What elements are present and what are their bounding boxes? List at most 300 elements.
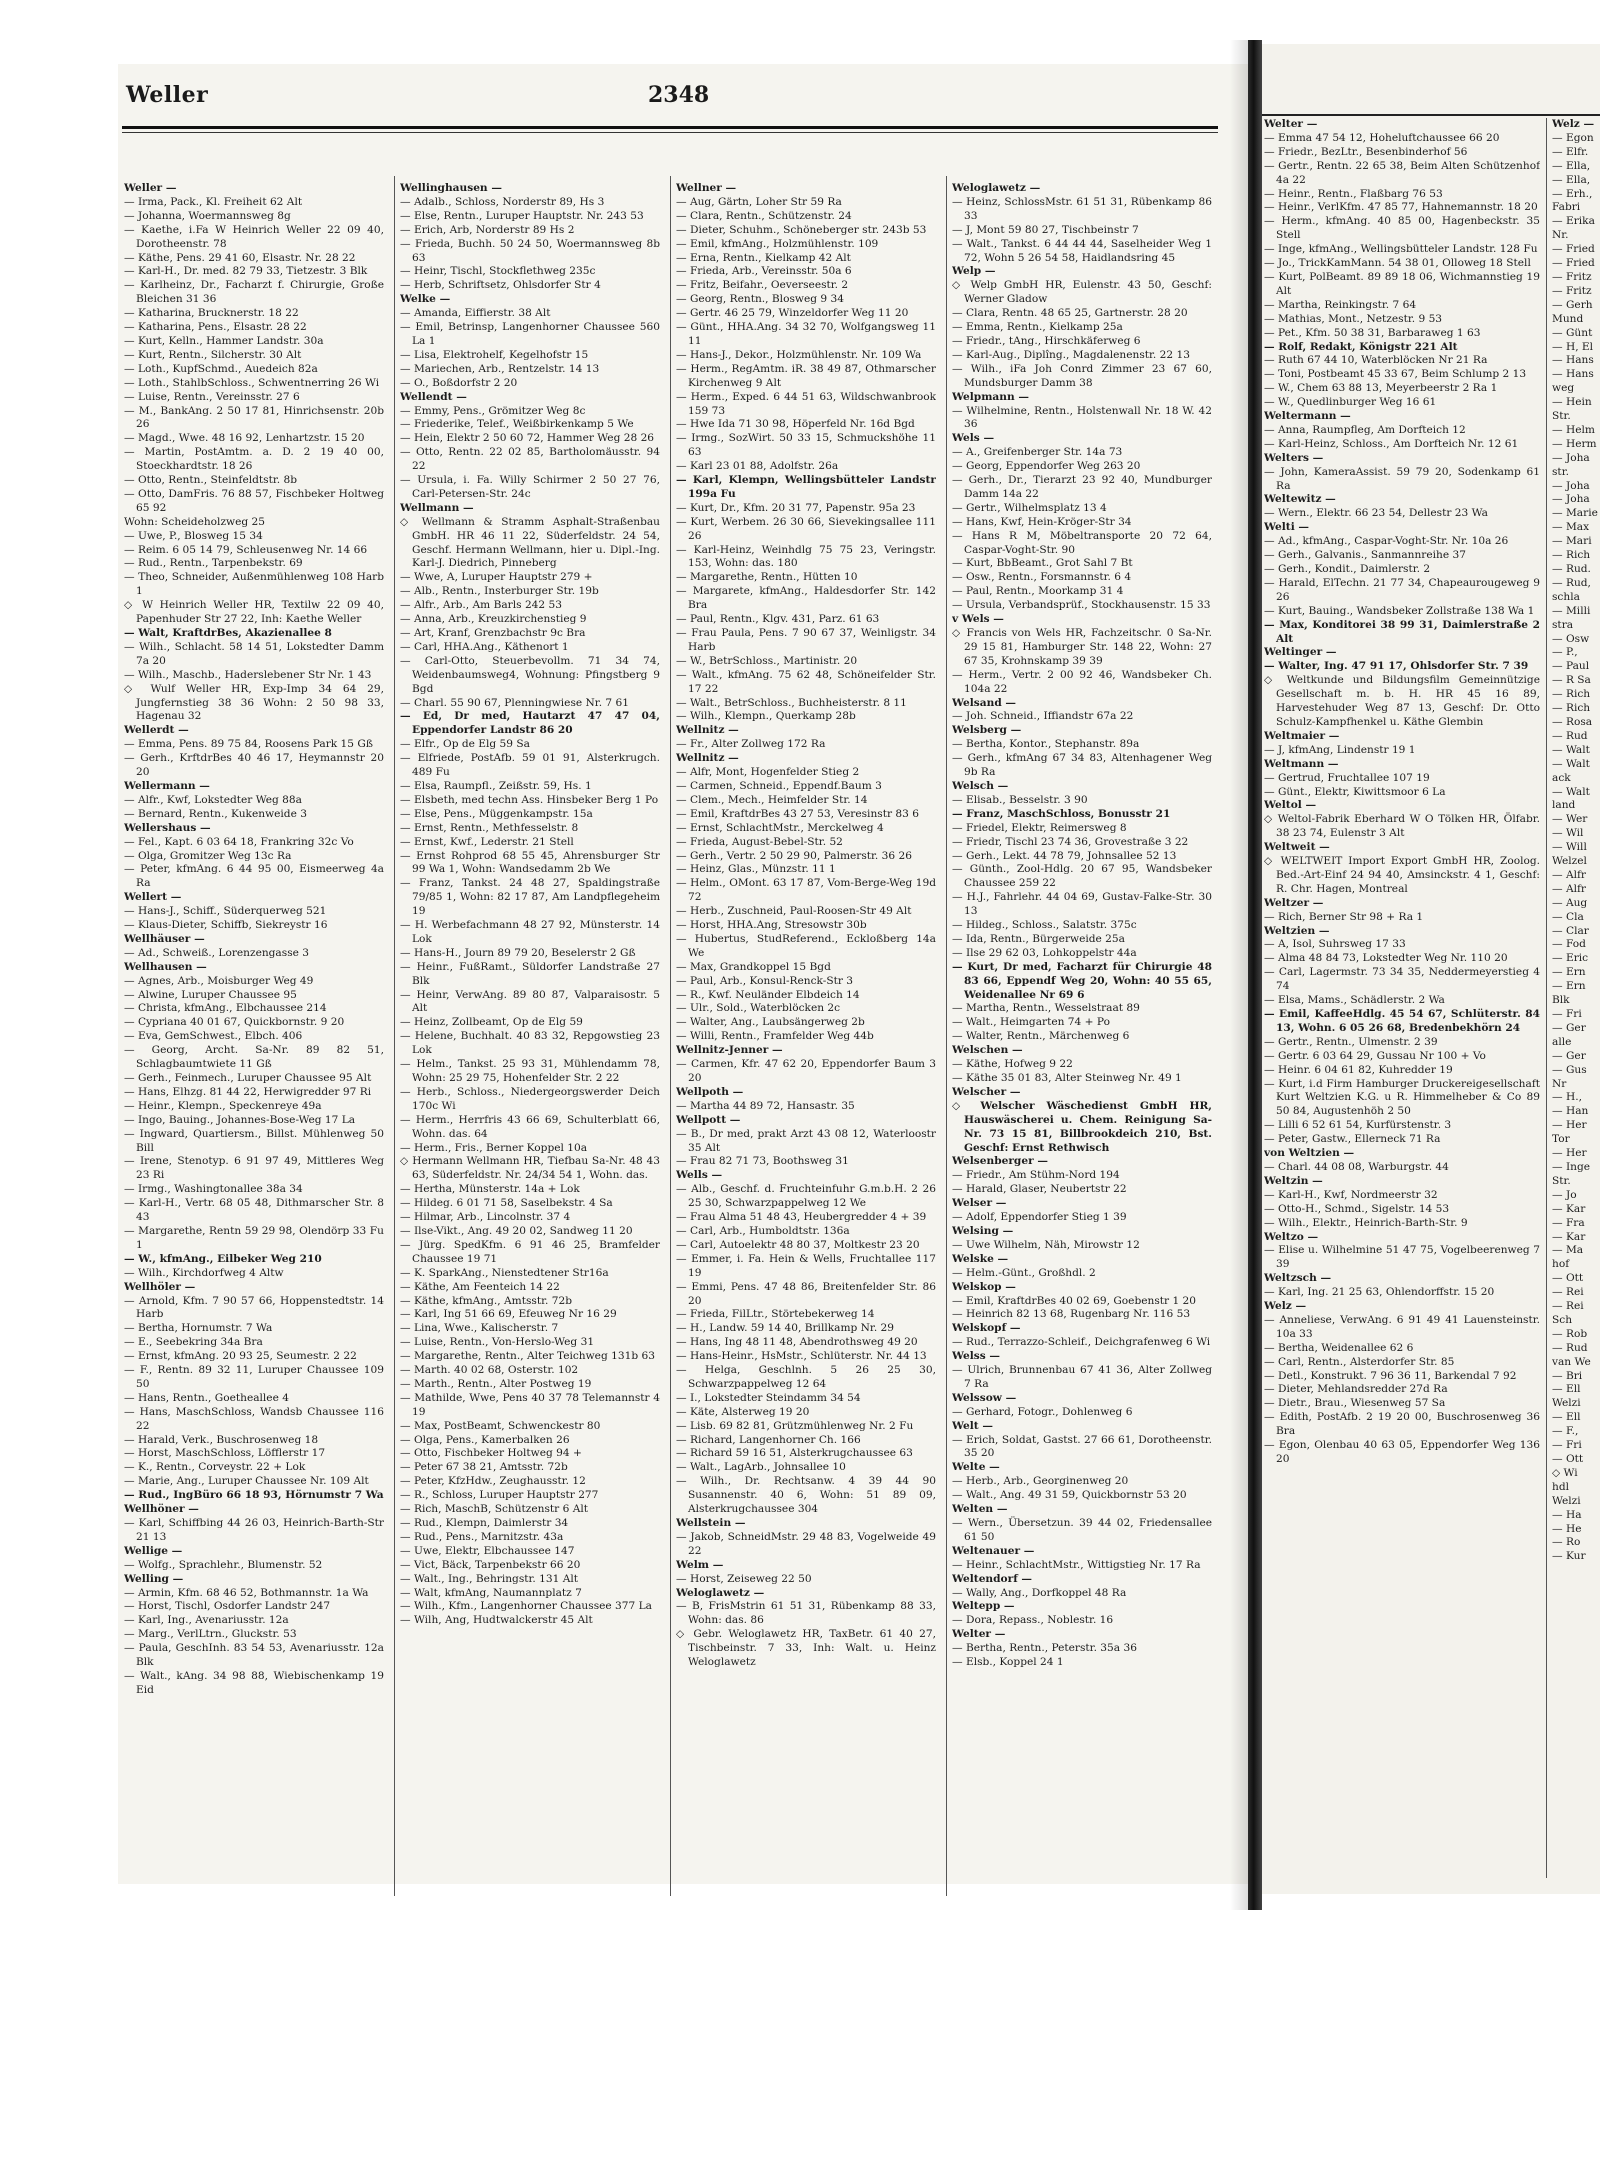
directory-entry: — Carmen, Schneid., Eppendf.Baum 3 (676, 779, 882, 792)
directory-entry: — Walt., Ing., Behringstr. 131 Alt (400, 1572, 579, 1585)
surname-heading: v Wels — (952, 613, 1004, 626)
directory-entry: van We (1552, 1355, 1591, 1368)
directory-entry: — Horst, MaschSchloss, Löfflerstr 17 (124, 1447, 326, 1460)
surname-heading: Wellhausen — (124, 960, 207, 973)
directory-entry: — Heinrich 82 13 68, Rugenbarg Nr. 116 53 (952, 1308, 1191, 1321)
directory-entry: — J, Mont 59 80 27, Tischbeinstr 7 (952, 223, 1139, 236)
directory-entry: — Ursula, Verbandsprüf., Stockhausenstr. 15 33 (952, 599, 1211, 612)
directory-entry: — Kurt, i.d Firm Hamburger Druckereigesellschaft Kurt Weltzien K.G. u R. Himmelheber & Co 89 50 84, Augustenhöh 2 50 (1264, 1077, 1540, 1118)
directory-entry: — J, kfmAng, Lindenstr 19 1 (1264, 743, 1416, 756)
directory-entry: — Heinr., FußRamt., Süldorfer Landstraße 27 Blk (400, 960, 660, 987)
page-shadow (1230, 40, 1250, 1910)
directory-entry: — Alfr., Kwf, Lokstedter Weg 88a (124, 793, 302, 806)
directory-entry: — Joha (1552, 493, 1590, 506)
directory-entry: — Franz, Tankst. 24 48 27, Spaldingstraße 79/85 1, Wohn: 82 17 87, Am Landpflegeheim 19 (400, 877, 660, 918)
surname-heading: Welsand — (952, 696, 1017, 709)
directory-entry: — Herb., Schloss., Niedergeorgswerder Deich 170c Wi (400, 1085, 660, 1112)
directory-entry: — Rei (1552, 1300, 1584, 1313)
directory-entry: — Rud., Pens., Marnitzstr. 43a (400, 1530, 564, 1543)
directory-entry: — Heinz, SchlossMstr. 61 51 31, Rübenkamp 86 33 (952, 195, 1212, 222)
directory-entry: — Marie, Ang., Luruper Chaussee Nr. 109 Alt (124, 1475, 369, 1488)
directory-entry: — Max, Konditorei 38 99 31, Daimlerstraße 2 Alt (1264, 618, 1540, 645)
directory-entry: — Wilh., Schlacht. 58 14 51, Lokstedter Damm 7a 20 (124, 640, 384, 667)
directory-entry: — Anna, Raumpfleg, Am Dorfteich 12 (1264, 423, 1466, 436)
directory-entry: — Emma 47 54 12, Hoheluftchaussee 66 20 (1264, 131, 1500, 144)
directory-entry: — Emil, KraftdrBes 43 27 53, Veresinstr 83 6 (676, 807, 919, 820)
directory-entry: stra (1552, 618, 1574, 631)
directory-entry: — Marth., Rentn., Alter Postweg 19 (400, 1377, 592, 1390)
directory-entry: — Bertha, Weidenallee 62 6 (1264, 1341, 1414, 1354)
directory-entry: — Anna, Arb., Kreuzkirchenstieg 9 (400, 613, 587, 626)
directory-entry: — Lina, Wwe., Kalischerstr. 7 (400, 1322, 559, 1335)
directory-entry: — R., Kwf. Neuländer Elbdeich 14 (676, 988, 860, 1001)
running-head (118, 76, 1218, 116)
directory-entry: — Helga, Geschlnh. 5 26 25 30, Schwarzpappelweg 12 64 (676, 1364, 936, 1390)
surname-heading: Weltzin — (1264, 1174, 1323, 1187)
directory-entry: — Hein (1552, 396, 1592, 409)
directory-entry: Nr. (1552, 229, 1569, 242)
directory-entry: — Uwe, P., Blosweg 15 34 (124, 529, 263, 542)
directory-entry: — Amanda, Eiffierstr. 38 Alt (400, 307, 551, 320)
directory-entry: — Walt., BetrSchloss., Buchheisterstr. 8 11 (676, 696, 907, 709)
directory-entry: — Walt (1552, 743, 1590, 756)
directory-entry: — Kurt, Bauing., Wandsbeker Zollstraße 138 Wa 1 (1264, 604, 1535, 617)
surname-heading: Welling — (124, 1572, 184, 1585)
directory-entry: — A, Isol, Suhrsweg 17 33 (1264, 938, 1406, 951)
directory-entry: — Alfr (1552, 882, 1586, 895)
directory-entry: — Paul (1552, 660, 1590, 673)
directory-entry: — B., Dr med, prakt Arzt 43 08 12, Waterloostr 35 Alt (676, 1127, 936, 1154)
book-gutter (1248, 40, 1262, 1910)
directory-entry: — Käthe, Am Feenteich 14 22 (400, 1280, 560, 1293)
directory-entry: — Richard 59 16 51, Alsterkrugchaussee 63 (676, 1447, 913, 1460)
directory-entry: — Luise, Rentn., Vereinsstr. 27 6 (124, 390, 300, 403)
directory-entry: — F., (1552, 1425, 1579, 1438)
directory-entry: Nr (1552, 1077, 1567, 1090)
directory-entry: — Adalb., Schloss, Norderstr 89, Hs 3 (400, 195, 605, 208)
directory-entry: — H.J., Fahrlehr. 44 04 69, Gustav-Falke-Str. 30 13 (952, 891, 1212, 918)
directory-entry: — Lilli 6 52 61 54, Kurfürstenstr. 3 (1264, 1119, 1452, 1132)
directory-entry: — W., Quedlinburger Weg 16 61 (1264, 396, 1437, 409)
directory-entry: — Martin, PostAmtm. a. D. 2 19 40 00, Stoeckhardtstr. 18 26 (124, 446, 384, 473)
directory-entry: — Irmg., Washingtonallee 38a 34 (124, 1183, 303, 1196)
surname-heading: Weltzo — (1264, 1230, 1319, 1243)
directory-entry: — Alfr., Arb., Am Barls 242 53 (400, 599, 563, 612)
directory-entry: — Lisb. 69 82 81, Grützmühlenweg Nr. 2 Fu (676, 1419, 914, 1432)
directory-entry: — Hans-J., Schiff., Süderquerweg 521 (124, 905, 327, 918)
directory-entry: — Herm., Herrfris 43 66 69, Schulterblatt 66, Wohn. das. 64 (400, 1113, 660, 1140)
directory-entry: — Hubertus, StudReferend., Eckloßberg 14a We (676, 932, 936, 959)
surname-heading: Welz — (1552, 118, 1595, 130)
directory-entry: — Kurt, PolBeamt. 89 89 18 06, Wichmannstieg 19 Alt (1264, 270, 1540, 297)
directory-entry: — Katharina, Brucknerstr. 18 22 (124, 307, 299, 320)
directory-entry: — Wwe, A, Luruper Hauptstr 279 + (400, 571, 593, 584)
directory-entry: — He (1552, 1522, 1582, 1535)
directory-entry: — Fri (1552, 1439, 1582, 1452)
directory-entry: — Hans-Heinr., HsMstr., Schlüterstr. Nr. 44 13 (676, 1350, 927, 1363)
directory-entry: — Gerh., Feinmech., Luruper Chaussee 95 Alt (124, 1072, 372, 1084)
directory-entry: — Rud (1552, 729, 1588, 742)
surname-heading: Welschen — (952, 1044, 1023, 1057)
directory-entry: — Rud., Rentn., Tarpenbekstr. 69 (124, 557, 303, 570)
directory-entry: — Walter, Ang., Laubsängerweg 2b (676, 1016, 865, 1029)
directory-entry: — Ulrich, Brunnenbau 67 41 36, Alter Zollweg 7 Ra (952, 1364, 1212, 1390)
directory-entry: — Hertha, Münsterstr. 14a + Lok (400, 1183, 580, 1196)
directory-entry: — Fritz, Beifahr., Oeverseestr. 2 (676, 279, 849, 292)
directory-entry: — Frau Paula, Pens. 7 90 67 37, Weinligstr. 34 Harb (676, 627, 936, 653)
directory-entry: — Hein, Elektr 2 50 60 72, Hammer Weg 28 26 (400, 432, 655, 445)
directory-entry: — Hans, MaschSchloss, Wandsb Chaussee 116 22 (124, 1405, 384, 1432)
surname-heading: Welter — (952, 1628, 1006, 1641)
directory-entry: — Otto, Fischbeker Holtweg 94 + (400, 1447, 582, 1460)
directory-entry: — Emil, Betrinsp, Langenhorner Chaussee 560 La 1 (400, 321, 660, 347)
page-number: 2348 (648, 82, 710, 108)
directory-entry: — Rich, MaschB, Schützenstr 6 Alt (400, 1503, 588, 1516)
directory-entry: — Emma, Pens. 89 75 84, Roosens Park 15 Gß (124, 738, 373, 751)
directory-entry: ◇ W Heinrich Weller HR, Textilw 22 09 40, Papenhuder Str 27 22, Inh: Kaethe Weller (124, 599, 384, 626)
directory-entry: ◇ Gebr. Weloglawetz HR, TaxBetr. 61 40 27, Tischbeinstr. 7 33, Inh: Walt. u. Heinz Weloglawetz (676, 1628, 936, 1669)
directory-entry: — Carl-Otto, Steuerbevollm. 71 34 74, Weidenbaumsweg4, Wohnung: Pfingstberg 9 Bgd (400, 654, 660, 695)
directory-entry: — Hans R M, Möbeltransporte 20 72 64, Caspar-Voght-Str. 90 (952, 529, 1212, 556)
directory-entry: — Rud (1552, 1341, 1588, 1354)
directory-entry: — Rich (1552, 702, 1591, 715)
directory-entry: — Gerh., KrftdrBes 40 46 17, Heymannstr 20 20 (124, 752, 384, 779)
directory-entry: — Erich, Soldat, Gastst. 27 66 61, Dorotheenstr. 35 20 (952, 1433, 1212, 1460)
surname-heading: Wellpoth — (676, 1085, 744, 1098)
directory-entry: — Fri (1552, 1008, 1582, 1020)
directory-entry: — Frieda, Arb., Vereinsstr. 50a 6 (676, 265, 852, 278)
directory-entry: — Emma, Rentn., Kielkamp 25a (952, 321, 1123, 334)
directory-entry: — Martha, Reinkingstr. 7 64 (1264, 298, 1417, 311)
directory-entry: — Max, PostBeamt, Schwenckestr 80 (400, 1419, 601, 1432)
directory-entry: — Irmg., SozWirt. 50 33 15, Schmuckshöhe 11 63 (676, 432, 936, 459)
directory-entry: Str. (1552, 410, 1571, 423)
directory-entry: Mund (1552, 312, 1584, 325)
directory-entry: hof (1552, 1258, 1570, 1271)
directory-entry: — Lisa, Elektrohelf, Kegelhofstr 15 (400, 348, 589, 361)
directory-entry: — Ell (1552, 1411, 1581, 1424)
directory-entry: — Ella, (1552, 159, 1591, 172)
surname-heading: Weltinger — (1264, 646, 1337, 659)
directory-entry: — Frau 82 71 73, Boothsweg 31 (676, 1155, 849, 1168)
directory-entry: — Erich, Arb, Norderstr 89 Hs 2 (400, 223, 575, 236)
directory-entry: — Inge (1552, 1160, 1591, 1173)
directory-entry: — Alfr (1552, 868, 1586, 881)
directory-entry: — Ernst, Kwf., Lederstr. 21 Stell (400, 835, 574, 848)
directory-entry: — Karl, Klempn, Wellingsbütteler Landstr 199a Fu (676, 474, 936, 500)
head-word: Weller (126, 82, 209, 108)
directory-entry: — Heinr., Rentn., Flaßbarg 76 53 (1264, 187, 1443, 200)
surname-heading: Wellstein — (676, 1517, 746, 1529)
surname-heading: Weltenauer — (952, 1544, 1035, 1557)
column-rule (670, 176, 671, 1896)
directory-entry: Welzi (1552, 1494, 1581, 1507)
directory-entry: — Joha (1552, 479, 1590, 492)
directory-entry: — Peter 67 38 21, Amtsstr. 72b (400, 1461, 568, 1474)
directory-entry: — Walt., kAng. 34 98 88, Wiebischenkamp 19 Eid (124, 1669, 384, 1696)
directory-entry: — H., (1552, 1091, 1582, 1104)
directory-entry: — Elsb., Koppel 24 1 (952, 1656, 1064, 1669)
directory-entry: Welzi (1552, 1397, 1581, 1410)
directory-entry: — Karl 23 01 88, Adolfstr. 26a (676, 460, 839, 473)
directory-entry: — Elfr. (1552, 145, 1589, 158)
directory-entry: — Helm (1552, 423, 1595, 436)
directory-entry: — Olga, Gromitzer Weg 13c Ra (124, 849, 292, 862)
directory-entry: — Wilh., iFa Joh Conrd Zimmer 23 67 60, Mundsburger Damm 38 (952, 362, 1212, 389)
directory-entry: — Wilh., Kfm., Langenhorner Chaussee 377 La (400, 1600, 652, 1613)
surname-heading: Welti — (1264, 521, 1309, 534)
surname-heading: Weltepp — (952, 1600, 1015, 1613)
directory-entry: — Mathias, Mont., Netzestr. 9 53 (1264, 312, 1443, 325)
directory-entry: — Martha, Rentn., Wesselstraat 89 (952, 1002, 1140, 1015)
directory-entry: — Willi, Rentn., Framfelder Weg 44b (676, 1030, 874, 1043)
directory-entry: land (1552, 799, 1576, 812)
directory-entry: — Ingward, Quartiersm., Billst. Mühlenweg 50 Bill (124, 1127, 384, 1154)
directory-entry: ◇ Francis von Wels HR, Fachzeitschr. 0 Sa-Nr. 29 15 81, Hamburger Str. 148 22, Wohn: 27 67 35, Krohnskamp 39 39 (952, 627, 1212, 667)
directory-entry: — Walt., LagArb., Johnsallee 10 (676, 1461, 846, 1474)
directory-entry: — Klaus-Dieter, Schiffb, Siekreystr 16 (124, 919, 328, 932)
directory-entry: — Ern (1552, 980, 1586, 993)
surname-heading: Weltmaier — (1264, 729, 1340, 742)
directory-entry: — Egon, Olenbau 40 63 05, Eppendorfer Weg 136 20 (1264, 1439, 1540, 1465)
directory-entry: — Ger (1552, 1049, 1586, 1062)
directory-entry: — Gertr., Rentn. 22 65 38, Beim Alten Schützenhof 4a 22 (1264, 159, 1540, 186)
directory-entry: — Mathilde, Wwe, Pens 40 37 78 Telemannstr 4 19 (400, 1391, 660, 1418)
directory-entry: — Bertha, Kontor., Stephanstr. 89a (952, 738, 1140, 751)
directory-entry: — Herm (1552, 437, 1597, 450)
directory-entry: — Luise, Rentn., Von-Herslo-Weg 31 (400, 1336, 595, 1349)
directory-entry: — Georg, Eppendorfer Weg 263 20 (952, 460, 1141, 473)
surname-heading: Welssow — (952, 1391, 1017, 1404)
directory-entry: — Walt, kfmAng, Naumannplatz 7 (400, 1586, 582, 1599)
directory-entry: — Uwe, Elektr, Elbchaussee 147 (400, 1544, 575, 1557)
surname-heading: von Weltzien — (1264, 1147, 1355, 1160)
directory-entry: — Wolfg., Sprachlehr., Blumenstr. 52 (124, 1558, 323, 1571)
directory-entry: — Karl-Heinz, Weinhdlg 75 75 23, Veringstr. 153, Wohn: das. 180 (676, 543, 936, 570)
directory-entry: — Uwe Wilhelm, Näh, Mirowstr 12 (952, 1238, 1140, 1251)
directory-entry: — Gertrud, Fruchtallee 107 19 (1264, 771, 1430, 784)
directory-entry: — Elsa, Mams., Schädlerstr. 2 Wa (1264, 994, 1445, 1007)
directory-entry: — Loth., KupfSchmd., Auedeich 82a (124, 362, 318, 375)
directory-entry: — Vict, Bäck, Tarpenbekstr 66 20 (400, 1558, 581, 1571)
directory-entry: — Ad., kfmAng., Caspar-Voght-Str. Nr. 10a 26 (1264, 535, 1509, 548)
directory-entry: ◇ Hermann Wellmann HR, Tiefbau Sa-Nr. 48 43 63, Süderfeldstr. Nr. 24/34 54 1, Wohn. das. (400, 1155, 660, 1182)
directory-entry: — Herm., Exped. 6 44 51 63, Wildschwanbrook 159 73 (676, 390, 936, 417)
directory-entry: — Else, Rentn., Luruper Hauptstr. Nr. 243 53 (400, 209, 644, 222)
directory-entry: — Max, Grandkoppel 15 Bgd (676, 960, 831, 973)
directory-entry: — E., Seebekring 34a Bra (124, 1336, 263, 1349)
directory-entry: — O., Boßdorfstr 2 20 (400, 376, 518, 389)
directory-entry: — Dieter, Mehlandsredder 27d Ra (1264, 1383, 1448, 1396)
directory-entry: — Kaethe, i.Fa W Heinrich Weller 22 09 40, Dorotheenstr. 78 (124, 223, 384, 250)
directory-entry: — Jo (1552, 1188, 1577, 1201)
directory-entry: — Karl, Schiffbing 44 26 03, Heinrich-Barth-Str 21 13 (124, 1517, 384, 1543)
directory-entry: — W., Chem 63 88 13, Meyerbeerstr 2 Ra 1 (1264, 382, 1498, 395)
directory-entry: — Carl, HHA.Ang., Käthenort 1 (400, 640, 569, 653)
directory-entry: — Käthe 35 01 83, Alter Steinweg Nr. 49 1 (952, 1072, 1182, 1084)
surname-heading: Weltermann — (1264, 410, 1351, 423)
directory-entry: — Ilse 29 62 03, Lohkoppelstr 44a (952, 946, 1137, 959)
directory-entry: — Ingo, Bauing., Johannes-Bose-Weg 17 La (124, 1113, 356, 1126)
directory-entry: Wohn: Scheideholzweg 25 (124, 515, 265, 528)
directory-entry: — Walt (1552, 785, 1590, 798)
directory-entry: — Christa, kfmAng., Elbchaussee 214 (124, 1002, 327, 1015)
directory-entry: — Emmy, Pens., Grömitzer Weg 8c (400, 404, 586, 417)
directory-entry: — Alb., Geschf. d. Fruchteinfuhr G.m.b.H. 2 26 25 30, Schwarzpappelweg 12 We (676, 1183, 936, 1210)
directory-entry: — Franz, MaschSchloss, Bonusstr 21 (952, 807, 1171, 820)
directory-entry: — Karl-Aug., Diplîng., Magdalenenstr. 22 13 (952, 348, 1190, 361)
directory-entry: — Wern., Übersetzun. 39 44 02, Friedensallee 61 50 (952, 1517, 1212, 1543)
directory-entry: — Dietr., Brau., Wiesenweg 57 Sa (1264, 1397, 1446, 1410)
directory-entry: — Horst, Tischl, Osdorfer Landstr 247 (124, 1600, 331, 1613)
surname-heading: Wellerdt — (124, 724, 189, 737)
directory-entry: — Rud, (1552, 576, 1591, 589)
directory-entry: — Gerh., Vertr. 2 50 29 90, Palmerstr. 36 26 (676, 849, 912, 862)
directory-entry: — Eric (1552, 952, 1589, 965)
directory-entry: — Bertha, Rentn., Peterstr. 35a 36 (952, 1642, 1137, 1655)
directory-entry: — Wern., Elektr. 66 23 54, Dellestr 23 Wa (1264, 507, 1488, 520)
directory-entry: — Katharina, Pens., Elsastr. 28 22 (124, 321, 307, 334)
directory-entry: — Reim. 6 05 14 79, Schleusenweg Nr. 14 66 (124, 543, 368, 556)
directory-entry: — W., kfmAng., Eilbeker Weg 210 (124, 1252, 322, 1265)
directory-entry: — Emmi, Pens. 47 48 86, Breitenfelder Str. 86 20 (676, 1280, 936, 1307)
surname-heading: Wellinghausen — (400, 182, 502, 194)
directory-entry: — Art, Kranf, Grenzbachstr 9c Bra (400, 627, 586, 639)
directory-entry: — Her (1552, 1119, 1587, 1132)
directory-entry: — Günt., Elektr, Kiwittsmoor 6 La (1264, 785, 1446, 798)
directory-entry: — Herb., Arb., Georginenweg 20 (952, 1475, 1129, 1488)
directory-entry: — Irene, Stenotyp. 6 91 97 49, Mittleres Weg 23 Ri (124, 1155, 384, 1182)
surname-heading: Welz — (1264, 1300, 1307, 1313)
directory-entry: — Olga, Pens., Kamerbalken 26 (400, 1433, 570, 1446)
directory-entry: — Han (1552, 1105, 1589, 1118)
directory-entry: — Heinz, Zollbeamt, Op de Elg 59 (400, 1016, 583, 1029)
surname-heading: Wellnitz — (676, 724, 739, 737)
directory-entry: — Arnold, Kfm. 7 90 57 66, Hoppenstedtstr. 14 Harb (124, 1294, 384, 1321)
directory-entry: — Hwe Ida 71 30 98, Höperfeld Nr. 16d Bgd (676, 418, 915, 431)
directory-entry: — Anneliese, VerwAng. 6 91 49 41 Lauensteinstr. 10a 33 (1264, 1313, 1540, 1340)
directory-entry: — Rich (1552, 549, 1591, 562)
directory-entry: — R., Schloss, Luruper Hauptstr 277 (400, 1489, 599, 1502)
directory-entry: — Dieter, Schuhm., Schöneberger str. 243b 53 (676, 223, 927, 236)
directory-entry: — Käthe, kfmAng., Amtsstr. 72b (400, 1294, 572, 1307)
directory-entry: — F., Rentn. 89 32 11, Luruper Chaussee 109 50 (124, 1364, 384, 1390)
directory-entry: Welzel (1552, 855, 1587, 868)
directory-entry: — Elfr., Op de Elg 59 Sa (400, 738, 530, 751)
directory-entry: — Fel., Kapt. 6 03 64 18, Frankring 32c Vo (124, 835, 354, 848)
directory-entry: — Walt., Tankst. 6 44 44 44, Saselheider Weg 1 72, Wohn 5 26 54 58, Haidlandsring 45 (952, 237, 1212, 264)
directory-entry: — Hildeg. 6 01 71 58, Saselbekstr. 4 Sa (400, 1197, 613, 1210)
directory-entry: — Horst, Zeiseweg 22 50 (676, 1572, 812, 1585)
surname-heading: Wellhöner — (124, 1503, 199, 1516)
directory-entry: — Rolf, Redakt, Königstr 221 Alt (1264, 340, 1458, 353)
surname-heading: Welm — (676, 1558, 724, 1571)
directory-entry: — Agnes, Arb., Moisburger Weg 49 (124, 974, 314, 987)
directory-entry: — Egon (1552, 131, 1594, 144)
directory-entry: — Helm.-Günt., Großhdl. 2 (952, 1266, 1096, 1279)
directory-entry: — Erh., (1552, 187, 1593, 200)
directory-entry: — Walter, Ing. 47 91 17, Ohlsdorfer Str. 7 39 (1264, 660, 1529, 673)
directory-entry: — H. Werbefachmann 48 27 92, Münsterstr. 14 Lok (400, 919, 660, 945)
directory-entry: ◇ Welscher Wäschedienst GmbH HR, Hauswäscherei u. Chem. Reinigung Sa-Nr. 73 15 81, Billbrookdeich 210, Bst. Geschf: Ernst Rethwisch (952, 1099, 1212, 1154)
directory-entry: — Gerhard, Fotogr., Dohlenweg 6 (952, 1405, 1133, 1418)
directory-entry: — Friedr, Tischl 23 74 36, Grovestraße 3 22 (952, 835, 1189, 848)
directory-entry: — Margarete, kfmAng., Haldesdorfer Str. 142 Bra (676, 585, 936, 612)
surname-heading: Wellhöler — (124, 1280, 196, 1293)
directory-entry: — Alfr, Mont, Hogenfelder Stieg 2 (676, 766, 860, 779)
surname-heading: Weloglawetz — (676, 1586, 765, 1599)
directory-entry: — Cla (1552, 910, 1584, 923)
directory-entry: — Jo., TrickKamMann. 54 38 01, Olloweg 18 Stell (1264, 257, 1531, 270)
directory-entry: — Wilh., Maschb., Haderslebener Str Nr. 1 43 (124, 668, 372, 681)
directory-entry: — Rud., Klempn, Daimlerstr 34 (400, 1517, 569, 1529)
directory-entry: — Carl, Autoelektr 48 80 37, Moltkestr 23 20 (676, 1238, 920, 1251)
directory-entry: — Kurt, Dr., Kfm. 20 31 77, Papenstr. 95a 23 (676, 501, 916, 514)
directory-entry: — Helm., Tankst. 25 93 31, Mühlendamm 78, Wohn: 25 29 75, Hohenfelder Str. 2 22 (400, 1058, 660, 1084)
directory-entry: — Martha 44 89 72, Hansastr. 35 (676, 1099, 855, 1112)
directory-entry: — Frieda, FilLtr., Störtebekerweg 14 (676, 1308, 875, 1321)
directory-entry: — Paul, Rentn., Klgv. 431, Parz. 61 63 (676, 613, 880, 626)
surname-heading: Weller — (124, 182, 177, 194)
directory-entry: — Hans-H., Journ 89 79 20, Beselerstr 2 Gß (400, 946, 636, 959)
directory-entry: Sch (1552, 1313, 1573, 1326)
directory-entry: — Frieda, August-Bebel-Str. 52 (676, 835, 843, 848)
directory-entry: — Peter, KfzHdw., Zeughausstr. 12 (400, 1475, 586, 1488)
directory-entry: — Paula, GeschInh. 83 54 53, Avenariusstr. 12a Blk (124, 1642, 384, 1669)
surname-heading: Weltol — (1264, 799, 1317, 812)
directory-entry: — Herb, Schriftsetz, Ohlsdorfer Str 4 (400, 279, 601, 292)
directory-entry: — Fr., Alter Zollweg 172 Ra (676, 738, 826, 751)
directory-entry: — Detl., Konstrukt. 7 96 36 11, Barkendal 7 92 (1264, 1369, 1517, 1382)
directory-entry: — Karl-Heinz, Schloss., Am Dorfteich Nr. 12 61 (1264, 437, 1519, 450)
directory-entry: — Wilh., Dr. Rechtsanw. 4 39 44 90 Susannenstr. 40 6, Wohn: 51 89 09, Alsterkrugchaussee 304 (676, 1475, 936, 1516)
directory-entry: — K., Rentn., Corveystr. 22 + Lok (124, 1461, 306, 1474)
directory-entry: — Ernst, kfmAng. 20 93 25, Seumestr. 2 22 (124, 1350, 357, 1363)
directory-entry: — Walter, Rentn., Märchenweg 6 (952, 1030, 1130, 1043)
directory-entry: — I., Lokstedter Steindamm 34 54 (676, 1391, 861, 1404)
directory-entry: — Else, Pens., Müggenkampstr. 15a (400, 807, 593, 820)
directory-entry: — Heinr. 6 04 61 82, Kuhredder 19 (1264, 1063, 1453, 1076)
directory-entry: — Käthe, Pens. 29 41 60, Elsastr. Nr. 28 22 (124, 251, 356, 264)
directory-entry: Fabri (1552, 201, 1581, 214)
surname-heading: Welpmann — (952, 390, 1029, 403)
surname-heading: Welskopf — (952, 1322, 1021, 1335)
directory-entry: — Kurt, Kelln., Hammer Landstr. 30a (124, 334, 324, 347)
surname-heading: Welsch — (952, 779, 1009, 792)
directory-entry: — Peter, kfmAng. 6 44 95 00, Eismeerweg 4a Ra (124, 863, 384, 890)
directory-entry: — Ha (1552, 1508, 1582, 1521)
directory-entry: — H, El (1552, 340, 1594, 353)
directory-entry: — Charl. 44 08 08, Warburgstr. 44 (1264, 1160, 1449, 1173)
directory-entry: — Fritz (1552, 270, 1592, 283)
surname-heading: Weltweit — (1264, 841, 1330, 854)
directory-entry: — Herm., RegAmtm. iR. 38 49 87, Othmarscher Kirchenweg 9 Alt (676, 362, 936, 389)
directory-entry: — Heinz, Glas., Münzstr. 11 1 (676, 863, 836, 876)
directory-entry: — Theo, Schneider, Außenmühlenweg 108 Harb 1 (124, 571, 384, 598)
directory-entry: — Georg, Rentn., Blosweg 9 34 (676, 293, 844, 306)
directory-entry: — Kur (1552, 1550, 1586, 1563)
directory-entry: — H., Landw. 59 14 40, Brillkamp Nr. 29 (676, 1322, 895, 1335)
head-rule-thin (122, 132, 1218, 133)
directory-entry: — Wilhelmine, Rentn., Holstenwall Nr. 18 W. 42 36 (952, 404, 1212, 431)
directory-entry: — Helm., OMont. 63 17 87, Vom-Berge-Weg 19d 72 (676, 877, 936, 904)
surname-heading: Wellershaus — (124, 821, 211, 834)
directory-entry: — Emil, kfmAng., Holzmühlenstr. 109 (676, 237, 879, 250)
directory-entry: — Gerh., Dr., Tierarzt 23 92 40, Mundburger Damm 14a 22 (952, 474, 1212, 500)
directory-entry: — Hans (1552, 368, 1594, 381)
directory-entry: — Margarethe, Rentn 59 29 98, Olendörp 33 Fu 1 (124, 1224, 384, 1251)
column-rule (1546, 118, 1547, 1878)
